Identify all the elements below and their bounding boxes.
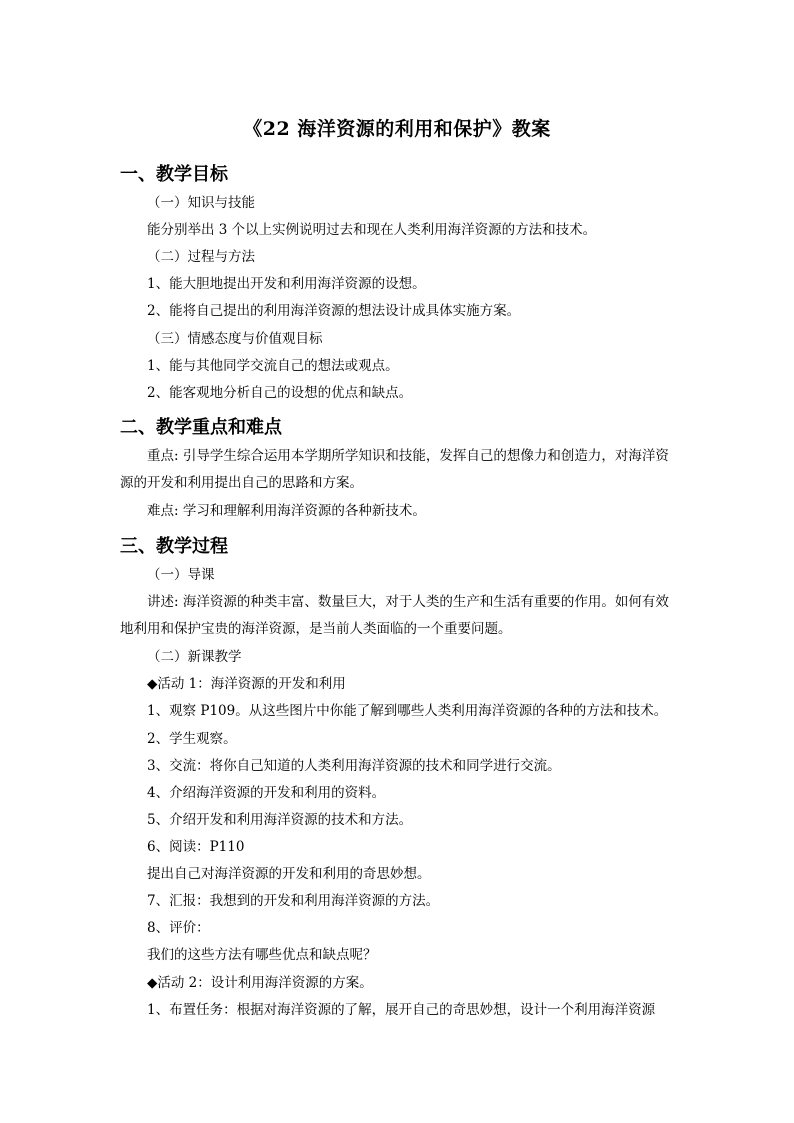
body-line: 1、布置任务：根据对海洋资源的了解，展开自己的奇思妙想，设计一个利用海洋资源	[147, 1002, 656, 1018]
body-line: 难点: 学习和理解利用海洋资源的各种新技术。	[147, 503, 426, 519]
document-title: 《22 海洋资源的利用和保护》教案	[243, 118, 551, 140]
body-line: 2、能将自己提出的利用海洋资源的想法设计成具体实施方案。	[147, 303, 521, 319]
body-line: 4、介绍海洋资源的开发和利用的资料。	[147, 785, 386, 801]
body-line: 提出自己对海洋资源的开发和利用的奇思妙想。	[147, 866, 431, 882]
body-line: 我们的这些方法有哪些优点和缺点呢？	[147, 947, 377, 963]
activity-heading: ◆活动 1：海洋资源的开发和利用	[147, 676, 346, 692]
subsection-label: （二）过程与方法	[147, 249, 255, 265]
body-line: 3、交流：将你自己知道的人类利用海洋资源的技术和同学进行交流。	[147, 758, 561, 774]
body-paragraph: 重点: 引导学生综合运用本学期所学知识和技能，发挥自己的想像力和创造力，对海洋资源的开发和利用提出自己的思路和方案。	[120, 448, 669, 491]
section-heading-key-points: 二、教学重点和难点	[120, 417, 282, 438]
body-line: 6、阅读：P110	[147, 839, 245, 855]
subsection-label: （三）情感态度与价值观目标	[147, 331, 323, 347]
body-line: 1、能大胆地提出开发和利用海洋资源的设想。	[147, 276, 426, 292]
subsection-label: （一）知识与技能	[147, 195, 255, 211]
body-line: 2、学生观察。	[147, 731, 237, 747]
subsection-label: （二）新课教学	[147, 649, 242, 665]
body-line: 2、能客观地分析自己的设想的优点和缺点。	[147, 385, 413, 401]
body-line: 能分别举出 3 个以上实例说明过去和现在人类利用海洋资源的方法和技术。	[147, 222, 597, 238]
body-line: 1、能与其他同学交流自己的想法或观点。	[147, 358, 399, 374]
body-line: 5、介绍开发和利用海洋资源的技术和方法。	[147, 812, 413, 828]
body-line: 7、汇报：我想到的开发和利用海洋资源的方法。	[147, 893, 440, 909]
body-paragraph: 讲述: 海洋资源的种类丰富、数量巨大，对于人类的生产和生活有重要的作用。如何有效地利用和保护宝贵的海洋资源，是当前人类面临的一个重要问题。	[120, 594, 669, 637]
body-line: 1、观察 P109。从这些图片中你能了解到哪些人类利用海洋资源的各种的方法和技术。	[147, 703, 668, 719]
section-heading-process: 三、教学过程	[120, 536, 228, 557]
section-heading-objectives: 一、教学目标	[120, 164, 228, 185]
activity-heading: ◆活动 2：设计利用海洋资源的方案。	[147, 975, 373, 991]
subsection-label: （一）导课	[147, 567, 215, 583]
body-line: 8、评价：	[147, 920, 210, 936]
